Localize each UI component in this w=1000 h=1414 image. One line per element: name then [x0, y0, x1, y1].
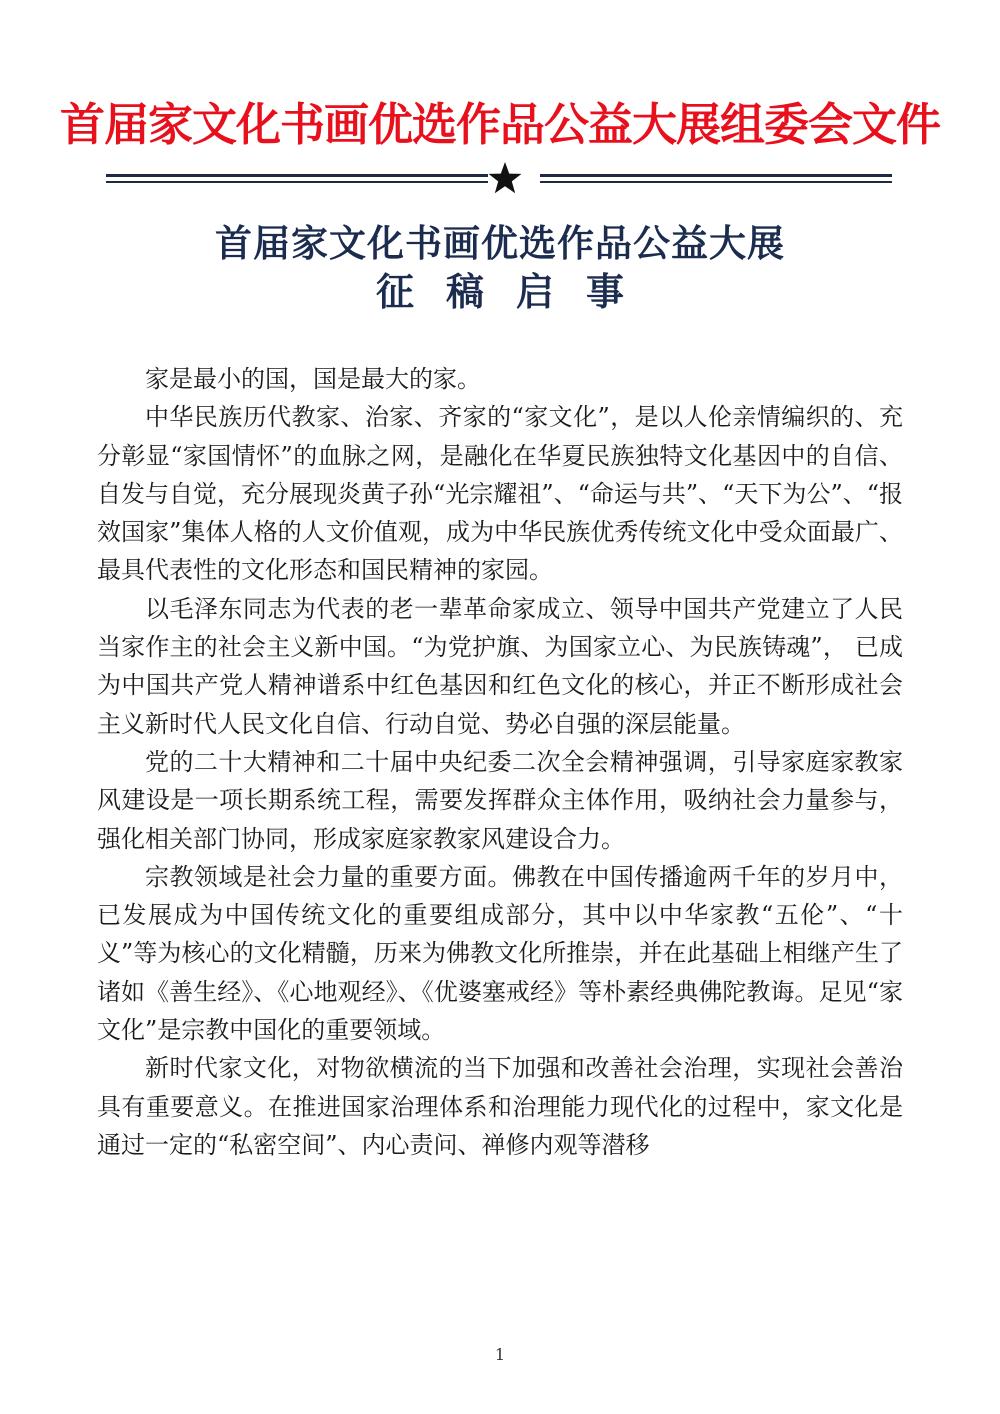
page-number: 1 [494, 1345, 506, 1364]
document-title: 首届家文化书画优选作品公益大展 [215, 222, 785, 265]
paragraph: 以毛泽东同志为代表的老一辈革命家成立、领导中国共产党建立了人民当家作主的社会主义新中国。“为党护旗、为国家立心、为民族铸魂”， 已成为中国共产党人精神谱系中红色基因和红色文化的核心，并正不断形成社会主义新时代人民文化自信、行动自觉、势必自强的深层能量。 [97, 594, 903, 738]
paragraph: 党的二十大精神和二十届中央纪委二次全会精神强调，引导家庭家教家风建设是一项长期系统工程，需要发挥群众主体作用，吸纳社会力量参与，强化相关部门协同，形成家庭家教家风建设合力。 [97, 747, 903, 853]
document-subtitle: 征稿启事 [375, 270, 656, 314]
paragraph: 新时代家文化，对物欲横流的当下加强和改善社会治理，实现社会善治具有重要意义。在推进国家治理体系和治理能力现代化的过程中，家文化是通过一定的“私密空间”、内心责问、禅修内观等潜移 [97, 1054, 903, 1159]
paragraph: 家是最小的国，国是最大的家。 [145, 365, 481, 393]
paragraph: 中华民族历代教家、治家、齐家的“家文化”，是以人伦亲情编织的、充分彰显“家国情怀”的血脉之网，是融化在华夏民族独特文化基因中的自信、自发与自觉，充分展现炎黄子孙“光宗耀祖”、“命运与共”、“天下为公”、“报效国家”集体人格的人文价值观，成为中华民族优秀传统文化中受众面最广、最具代表性的文化形态和国民精神的家园。 [97, 403, 903, 585]
header-title: 首届家文化书画优选作品公益大展组委会文件 [59, 98, 940, 151]
star-icon [487, 160, 523, 196]
divider-line-right [540, 174, 892, 183]
header-divider [0, 168, 1000, 192]
paragraph: 宗教领域是社会力量的重要方面。佛教在中国传播逾两千年的岁月中，已发展成为中国传统文化的重要组成部分，其中以中华家教“五伦”、“十义”等为核心的文化精髓，历来为佛教文化所推崇，并在此基础上相继产生了诸如《善生经》、《心地观经》、《优婆塞戒经》等朴素经典佛陀教诲。足见“家文化”是宗教中国化的重要领域。 [97, 862, 903, 1045]
document-body [97, 360, 903, 1164]
divider-line-left [106, 174, 488, 183]
